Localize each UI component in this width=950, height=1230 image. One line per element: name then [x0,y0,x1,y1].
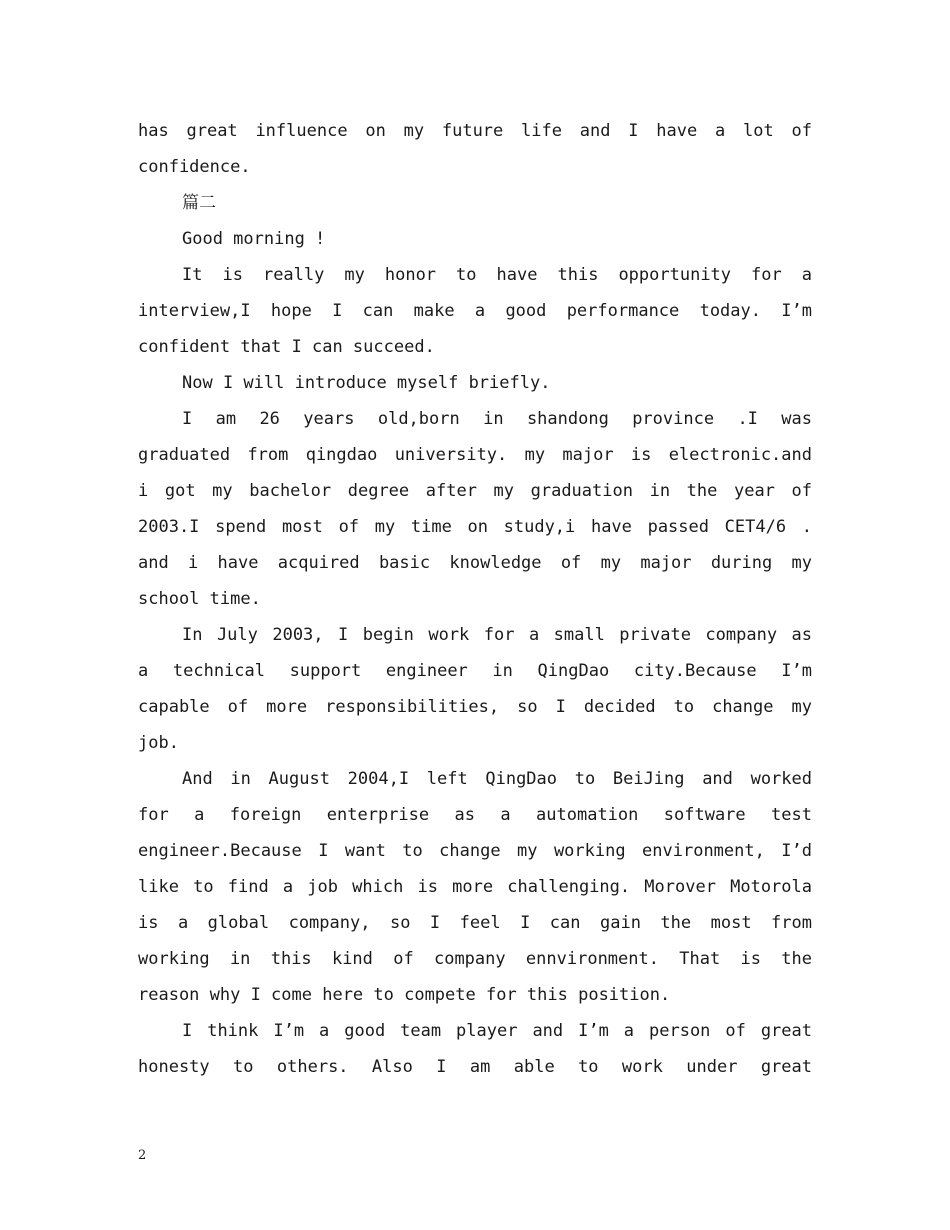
text-line: confident that I can succeed. [138,337,435,357]
text-line: reason why I come here to compete for this position. [138,985,671,1005]
text-line: I am 26 years old,born in shandong province .I was [182,409,812,429]
text-line: honesty to others. Also I am able to work under great [138,1057,812,1077]
text-line: Now I will introduce myself briefly. [182,373,551,393]
text-line: school time. [138,589,261,609]
text-line: has great influence on my future life and I have a lot of [138,121,812,141]
text-line: and i have acquired basic knowledge of my major during my [138,553,812,573]
text-line: job. [138,733,179,753]
text-line: I think I’m a good team player and I’m a person of great [182,1021,812,1041]
text-line: is a global company, so I feel I can gain the most from [138,913,812,933]
text-line: engineer.Because I want to change my working environment, I’d [138,841,812,861]
text-line: interview,I hope I can make a good performance today. I’m [138,301,812,321]
text-line: confidence. [138,157,251,177]
page-number: 2 [138,1148,147,1163]
text-line: In July 2003, I begin work for a small private company as [182,625,812,645]
greeting-line: Good morning ! [182,229,326,249]
text-line: working in this kind of company ennvironment. That is the [138,949,812,969]
text-line: for a foreign enterprise as a automation software test [138,805,812,825]
text-line: And in August 2004,I left QingDao to BeiJing and worked [182,769,812,789]
section-heading: 篇二 [182,193,216,213]
document-body [138,113,812,1085]
text-line: a technical support engineer in QingDao city.Because I’m [138,661,812,681]
text-line: capable of more responsibilities, so I decided to change my [138,697,812,717]
text-line: 2003.I spend most of my time on study,i have passed CET4/6 . [138,517,812,537]
text-line: like to find a job which is more challenging. Morover Motorola [138,877,812,897]
text-line: i got my bachelor degree after my graduation in the year of [138,481,812,501]
text-line: graduated from qingdao university. my major is electronic.and [138,445,812,465]
text-line: It is really my honor to have this opportunity for a [182,265,812,285]
